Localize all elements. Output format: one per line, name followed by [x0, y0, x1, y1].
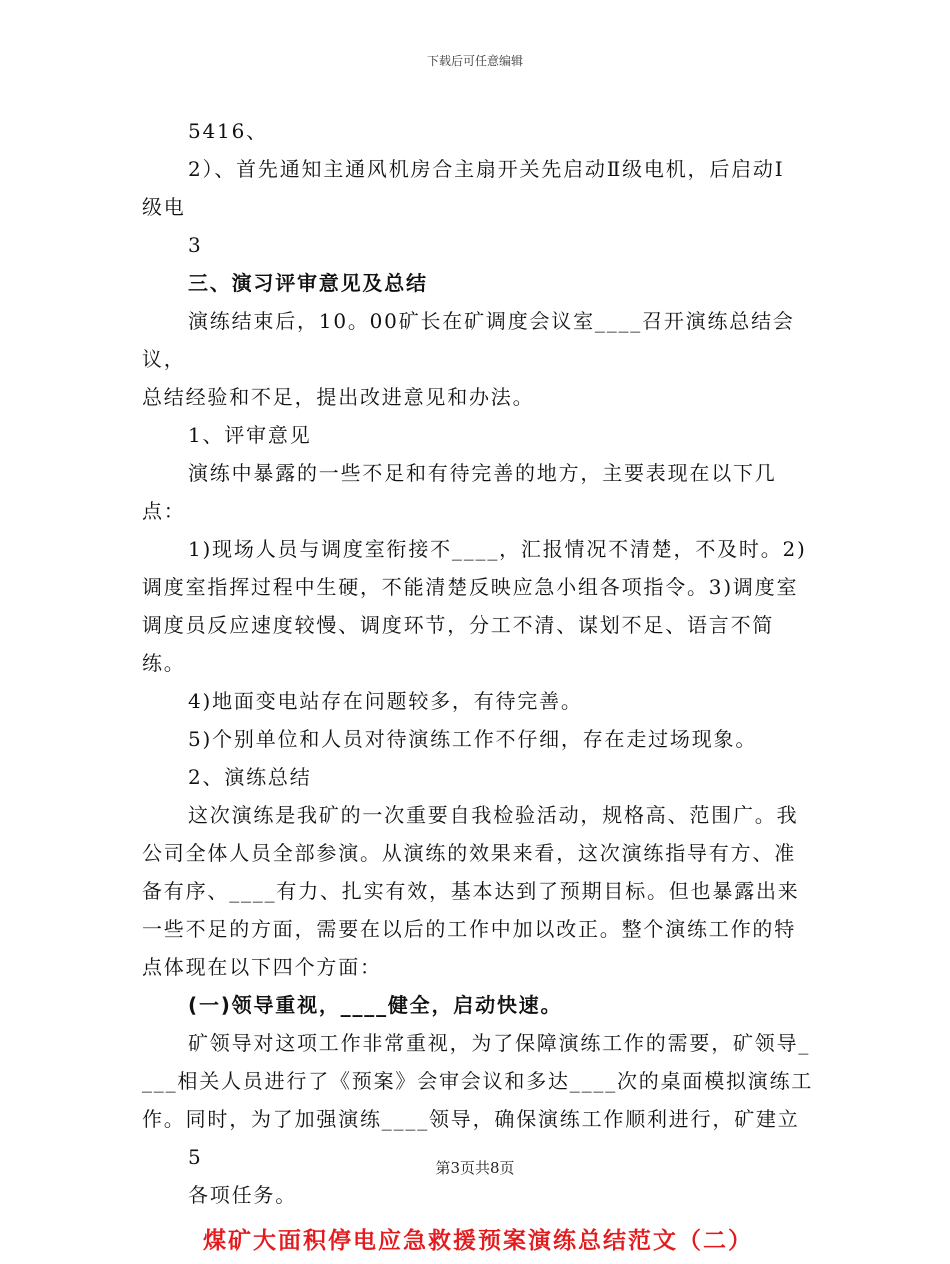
subsection-heading: 2、演练总结 [188, 765, 312, 789]
paragraph: 点体现在以下四个方面： [142, 955, 382, 979]
paragraph: 作。同时，为了加强演练____领导，确保演练工作顺利进行，矿建立 [142, 1107, 800, 1131]
paragraph: 公司全体人员全部参演。从演练的效果来看，这次演练指导有方、准 [142, 841, 796, 865]
paragraph: 调度员反应速度较慢、调度环节，分工不清、谋划不足、语言不简练。 [142, 613, 775, 675]
paragraph: 总结经验和不足，提出改进意见和办法。 [142, 385, 535, 409]
page-footer: 第3页共8页 [435, 1159, 515, 1177]
paragraph: 5 [188, 1145, 203, 1169]
paragraph: 演练结束后，10。00矿长在矿调度会议室____召开演练总结会议， [142, 309, 795, 371]
page-header: 下载后可任意编辑 [426, 54, 523, 68]
paragraph: 调度室指挥过程中生硬，不能清楚反映应急小组各项指令。3)调度室 [142, 575, 799, 599]
paragraph: 5416、 [188, 119, 268, 143]
paragraph: ___相关人员进行了《预案》会审会议和多达____次的桌面模拟演练工 [142, 1069, 814, 1093]
paragraph: 3 [188, 233, 203, 257]
paragraph: 4)地面变电站存在问题较多，有待完善。 [188, 689, 583, 713]
section-heading: 三、演习评审意见及总结 [188, 271, 428, 295]
paragraph: 备有序、____有力、扎实有效，基本达到了预期目标。但也暴露出来 [142, 879, 800, 903]
paragraph: 各项任务。 [188, 1183, 297, 1207]
paragraph: 演练中暴露的一些不足和有待完善的地方，主要表现在以下几点： [142, 461, 777, 523]
paragraph: 5)个别单位和人员对待演练工作不仔细，存在走过场现象。 [188, 727, 758, 751]
document-title: 煤矿大面积停电应急救援预案演练总结范文（二） [203, 1228, 753, 1254]
bold-item-heading: (一)领导重视，____健全，启动快速。 [188, 993, 563, 1017]
paragraph: 一些不足的方面，需要在以后的工作中加以改正。整个演练工作的特 [142, 917, 796, 941]
paragraph: 2）、首先通知主通风机房合主扇开关先启动Ⅱ级电机，后启动Ⅰ [188, 157, 785, 181]
paragraph: 级电 [142, 195, 186, 219]
document-body [142, 112, 814, 1264]
paragraph: 1)现场人员与调度室衔接不____，汇报情况不清楚，不及时。2) [188, 537, 807, 561]
paragraph: 这次演练是我矿的一次重要自我检验活动，规格高、范围广。我 [188, 803, 799, 827]
subsection-heading: 1、评审意见 [188, 423, 312, 447]
paragraph: 矿领导对这项工作非常重视，为了保障演练工作的需要，矿领导_ [188, 1031, 811, 1055]
